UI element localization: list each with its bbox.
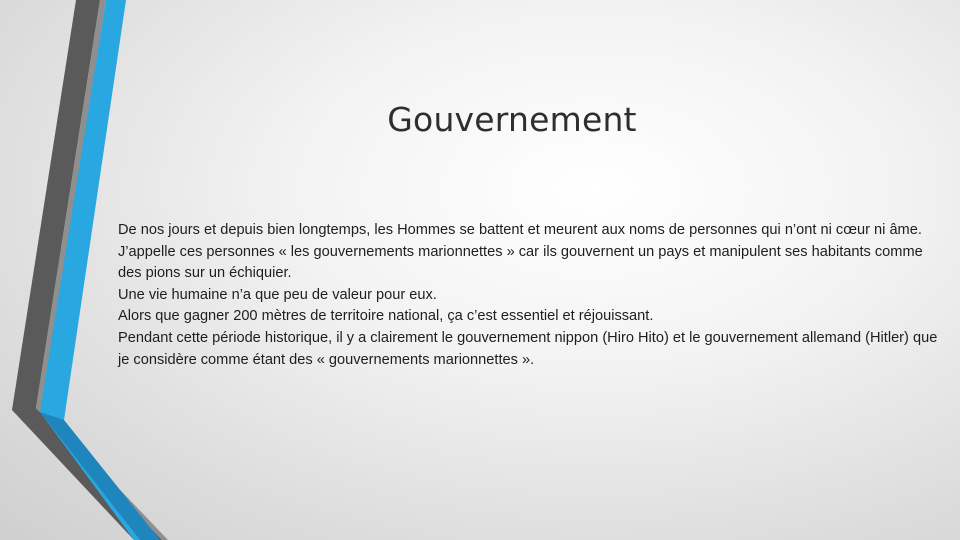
paragraph: De nos jours et depuis bien longtemps, les Hommes se battent et meurent aux noms de personnes qui n’ont ni cœur ni âme. xyxy=(118,222,922,238)
paragraph: Alors que gagner 200 mètres de territoire national, ça c’est essentiel et réjouissant. xyxy=(118,308,654,325)
slide-title: Gouvernement xyxy=(387,100,637,139)
paragraph: J’appelle ces personnes « les gouvernements marionnettes » car ils gouvernent un pays et manipulent ses habitants comme des pions sur un échiquier. xyxy=(118,243,923,282)
paragraph: Pendant cette période historique, il y a clairement le gouvernement nippon (Hiro Hito) et le gouvernement allemand (Hitler) que je considère comme étant des « gouvernements marionnettes ». xyxy=(118,329,938,368)
slide-body-text xyxy=(118,220,938,371)
paragraph: Une vie humaine n’a que peu de valeur pour eux. xyxy=(118,286,437,303)
